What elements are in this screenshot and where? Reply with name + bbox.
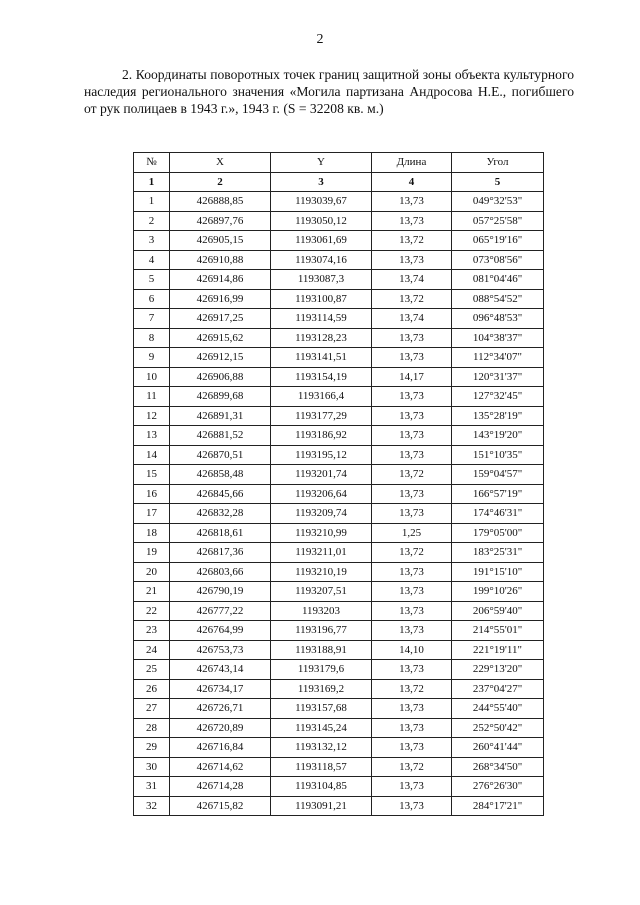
point-number-cell: 31 (134, 777, 170, 797)
table-header (134, 153, 544, 192)
angle-cell: 143°19'20" (452, 426, 544, 446)
table-row (134, 465, 544, 485)
table-row (134, 406, 544, 426)
column-number: 5 (452, 172, 544, 192)
angle-cell: 049°32'53" (452, 192, 544, 212)
page-number: 2 (316, 32, 324, 47)
x-cell: 426743,14 (170, 660, 271, 680)
y-cell: 1193074,16 (271, 250, 372, 270)
angle-cell: 179°05'00" (452, 523, 544, 543)
table-row (134, 504, 544, 524)
y-cell: 1193207,51 (271, 582, 372, 602)
length-cell: 14,17 (372, 367, 452, 387)
y-cell: 1193188,91 (271, 640, 372, 660)
table-body (134, 192, 544, 816)
angle-cell: 120°31'37" (452, 367, 544, 387)
point-number-cell: 22 (134, 601, 170, 621)
length-cell: 13,73 (372, 426, 452, 446)
angle-cell: 237°04'27" (452, 679, 544, 699)
point-number-cell: 26 (134, 679, 170, 699)
length-cell: 13,73 (372, 484, 452, 504)
table-row (134, 387, 544, 407)
point-number-cell: 18 (134, 523, 170, 543)
y-cell: 1193104,85 (271, 777, 372, 797)
table-row (134, 309, 544, 329)
header-row (134, 153, 544, 173)
table-row (134, 289, 544, 309)
table-row (134, 699, 544, 719)
y-cell: 1193061,69 (271, 231, 372, 251)
x-cell: 426803,66 (170, 562, 271, 582)
header-length: Длина (372, 153, 452, 173)
angle-cell: 284°17'21" (452, 796, 544, 816)
y-cell: 1193177,29 (271, 406, 372, 426)
point-number-cell: 2 (134, 211, 170, 231)
y-cell: 1193118,57 (271, 757, 372, 777)
length-cell: 13,73 (372, 601, 452, 621)
x-cell: 426845,66 (170, 484, 271, 504)
x-cell: 426891,31 (170, 406, 271, 426)
length-cell: 13,73 (372, 562, 452, 582)
length-cell: 13,72 (372, 231, 452, 251)
column-number: 1 (134, 172, 170, 192)
length-cell: 13,73 (372, 777, 452, 797)
point-number-cell: 12 (134, 406, 170, 426)
angle-cell: 229°13'20" (452, 660, 544, 680)
x-cell: 426790,19 (170, 582, 271, 602)
length-cell: 13,73 (372, 211, 452, 231)
length-cell: 13,72 (372, 543, 452, 563)
length-cell: 13,73 (372, 660, 452, 680)
x-cell: 426906,88 (170, 367, 271, 387)
y-cell: 1193203 (271, 601, 372, 621)
point-number-cell: 20 (134, 562, 170, 582)
y-cell: 1193209,74 (271, 504, 372, 524)
y-cell: 1193132,12 (271, 738, 372, 758)
table-row (134, 738, 544, 758)
x-cell: 426714,28 (170, 777, 271, 797)
x-cell: 426858,48 (170, 465, 271, 485)
y-cell: 1193100,87 (271, 289, 372, 309)
point-number-cell: 21 (134, 582, 170, 602)
table-row (134, 640, 544, 660)
x-cell: 426916,99 (170, 289, 271, 309)
point-number-cell: 15 (134, 465, 170, 485)
y-cell: 1193169,2 (271, 679, 372, 699)
table-row (134, 582, 544, 602)
point-number-cell: 6 (134, 289, 170, 309)
point-number-cell: 32 (134, 796, 170, 816)
point-number-cell: 11 (134, 387, 170, 407)
header-angle: Угол (452, 153, 544, 173)
x-cell: 426897,76 (170, 211, 271, 231)
angle-cell: 276°26'30" (452, 777, 544, 797)
table-row (134, 660, 544, 680)
x-cell: 426818,61 (170, 523, 271, 543)
y-cell: 1193091,21 (271, 796, 372, 816)
x-cell: 426777,22 (170, 601, 271, 621)
section-heading-text: 2. Координаты поворотных точек границ защитной зоны объекта культурного наследия регионального значения «Могила партизана Андросова Н.Е., погибшего от рук полицаев в 1943 г.», 1943 г. (S = 32208 кв. м.) (84, 67, 574, 116)
x-cell: 426910,88 (170, 250, 271, 270)
y-cell: 1193210,19 (271, 562, 372, 582)
angle-cell: 096°48'53" (452, 309, 544, 329)
angle-cell: 183°25'31" (452, 543, 544, 563)
y-cell: 1193157,68 (271, 699, 372, 719)
point-number-cell: 28 (134, 718, 170, 738)
y-cell: 1193039,67 (271, 192, 372, 212)
angle-cell: 244°55'40" (452, 699, 544, 719)
length-cell: 13,73 (372, 718, 452, 738)
point-number-cell: 3 (134, 231, 170, 251)
header-x: X (170, 153, 271, 173)
length-cell: 13,74 (372, 270, 452, 290)
table-row (134, 426, 544, 446)
point-number-cell: 24 (134, 640, 170, 660)
point-number-cell: 9 (134, 348, 170, 368)
table-row (134, 523, 544, 543)
angle-cell: 199°10'26" (452, 582, 544, 602)
point-number-cell: 25 (134, 660, 170, 680)
angle-cell: 127°32'45" (452, 387, 544, 407)
x-cell: 426870,51 (170, 445, 271, 465)
angle-cell: 260°41'44" (452, 738, 544, 758)
angle-cell: 065°19'16" (452, 231, 544, 251)
angle-cell: 174°46'31" (452, 504, 544, 524)
angle-cell: 159°04'57" (452, 465, 544, 485)
x-cell: 426888,85 (170, 192, 271, 212)
x-cell: 426734,17 (170, 679, 271, 699)
length-cell: 13,73 (372, 406, 452, 426)
table-row (134, 718, 544, 738)
angle-cell: 088°54'52" (452, 289, 544, 309)
table-row (134, 484, 544, 504)
y-cell: 1193196,77 (271, 621, 372, 641)
y-cell: 1193145,24 (271, 718, 372, 738)
table-row (134, 601, 544, 621)
angle-cell: 214°55'01" (452, 621, 544, 641)
column-number: 4 (372, 172, 452, 192)
point-number-cell: 30 (134, 757, 170, 777)
table-row (134, 679, 544, 699)
x-cell: 426912,15 (170, 348, 271, 368)
x-cell: 426715,82 (170, 796, 271, 816)
table-row (134, 270, 544, 290)
y-cell: 1193087,3 (271, 270, 372, 290)
y-cell: 1193050,12 (271, 211, 372, 231)
length-cell: 13,72 (372, 679, 452, 699)
x-cell: 426817,36 (170, 543, 271, 563)
point-number-cell: 8 (134, 328, 170, 348)
length-cell: 1,25 (372, 523, 452, 543)
column-number-row (134, 172, 544, 192)
length-cell: 13,73 (372, 699, 452, 719)
point-number-cell: 29 (134, 738, 170, 758)
length-cell: 13,73 (372, 504, 452, 524)
angle-cell: 252°50'42" (452, 718, 544, 738)
length-cell: 13,73 (372, 192, 452, 212)
section-heading (84, 66, 574, 117)
table-row (134, 445, 544, 465)
length-cell: 13,72 (372, 289, 452, 309)
x-cell: 426714,62 (170, 757, 271, 777)
table-row (134, 192, 544, 212)
x-cell: 426881,52 (170, 426, 271, 446)
point-number-cell: 1 (134, 192, 170, 212)
point-number-cell: 17 (134, 504, 170, 524)
point-number-cell: 23 (134, 621, 170, 641)
y-cell: 1193201,74 (271, 465, 372, 485)
table-row (134, 328, 544, 348)
length-cell: 13,73 (372, 387, 452, 407)
point-number-cell: 27 (134, 699, 170, 719)
x-cell: 426764,99 (170, 621, 271, 641)
angle-cell: 081°04'46" (452, 270, 544, 290)
length-cell: 13,73 (372, 621, 452, 641)
y-cell: 1193206,64 (271, 484, 372, 504)
table-row (134, 621, 544, 641)
x-cell: 426917,25 (170, 309, 271, 329)
length-cell: 13,73 (372, 582, 452, 602)
angle-cell: 073°08'56" (452, 250, 544, 270)
point-number-cell: 16 (134, 484, 170, 504)
angle-cell: 135°28'19" (452, 406, 544, 426)
y-cell: 1193128,23 (271, 328, 372, 348)
header-number: № (134, 153, 170, 173)
column-number: 3 (271, 172, 372, 192)
length-cell: 13,72 (372, 757, 452, 777)
table-row (134, 348, 544, 368)
column-number: 2 (170, 172, 271, 192)
y-cell: 1193195,12 (271, 445, 372, 465)
table-row (134, 757, 544, 777)
point-number-cell: 7 (134, 309, 170, 329)
point-number-cell: 5 (134, 270, 170, 290)
length-cell: 13,72 (372, 465, 452, 485)
x-cell: 426720,89 (170, 718, 271, 738)
length-cell: 13,73 (372, 738, 452, 758)
length-cell: 13,73 (372, 250, 452, 270)
y-cell: 1193166,4 (271, 387, 372, 407)
x-cell: 426914,86 (170, 270, 271, 290)
table-row (134, 250, 544, 270)
header-y: Y (271, 153, 372, 173)
table-row (134, 562, 544, 582)
table-row (134, 211, 544, 231)
table-row (134, 367, 544, 387)
x-cell: 426899,68 (170, 387, 271, 407)
length-cell: 13,74 (372, 309, 452, 329)
angle-cell: 112°34'07" (452, 348, 544, 368)
angle-cell: 206°59'40" (452, 601, 544, 621)
table-row (134, 231, 544, 251)
point-number-cell: 4 (134, 250, 170, 270)
length-cell: 13,73 (372, 348, 452, 368)
x-cell: 426905,15 (170, 231, 271, 251)
point-number-cell: 13 (134, 426, 170, 446)
y-cell: 1193179,6 (271, 660, 372, 680)
angle-cell: 151°10'35" (452, 445, 544, 465)
y-cell: 1193211,01 (271, 543, 372, 563)
y-cell: 1193114,59 (271, 309, 372, 329)
x-cell: 426832,28 (170, 504, 271, 524)
table-row (134, 543, 544, 563)
x-cell: 426726,71 (170, 699, 271, 719)
point-number-cell: 14 (134, 445, 170, 465)
angle-cell: 268°34'50" (452, 757, 544, 777)
y-cell: 1193186,92 (271, 426, 372, 446)
point-number-cell: 10 (134, 367, 170, 387)
angle-cell: 104°38'37" (452, 328, 544, 348)
x-cell: 426716,84 (170, 738, 271, 758)
x-cell: 426753,73 (170, 640, 271, 660)
angle-cell: 057°25'58" (452, 211, 544, 231)
point-number-cell: 19 (134, 543, 170, 563)
coordinates-table (133, 152, 544, 816)
x-cell: 426915,62 (170, 328, 271, 348)
y-cell: 1193141,51 (271, 348, 372, 368)
y-cell: 1193210,99 (271, 523, 372, 543)
length-cell: 13,73 (372, 328, 452, 348)
angle-cell: 166°57'19" (452, 484, 544, 504)
length-cell: 13,73 (372, 796, 452, 816)
angle-cell: 221°19'11" (452, 640, 544, 660)
table-row (134, 777, 544, 797)
length-cell: 14,10 (372, 640, 452, 660)
y-cell: 1193154,19 (271, 367, 372, 387)
angle-cell: 191°15'10" (452, 562, 544, 582)
table-row (134, 796, 544, 816)
length-cell: 13,73 (372, 445, 452, 465)
